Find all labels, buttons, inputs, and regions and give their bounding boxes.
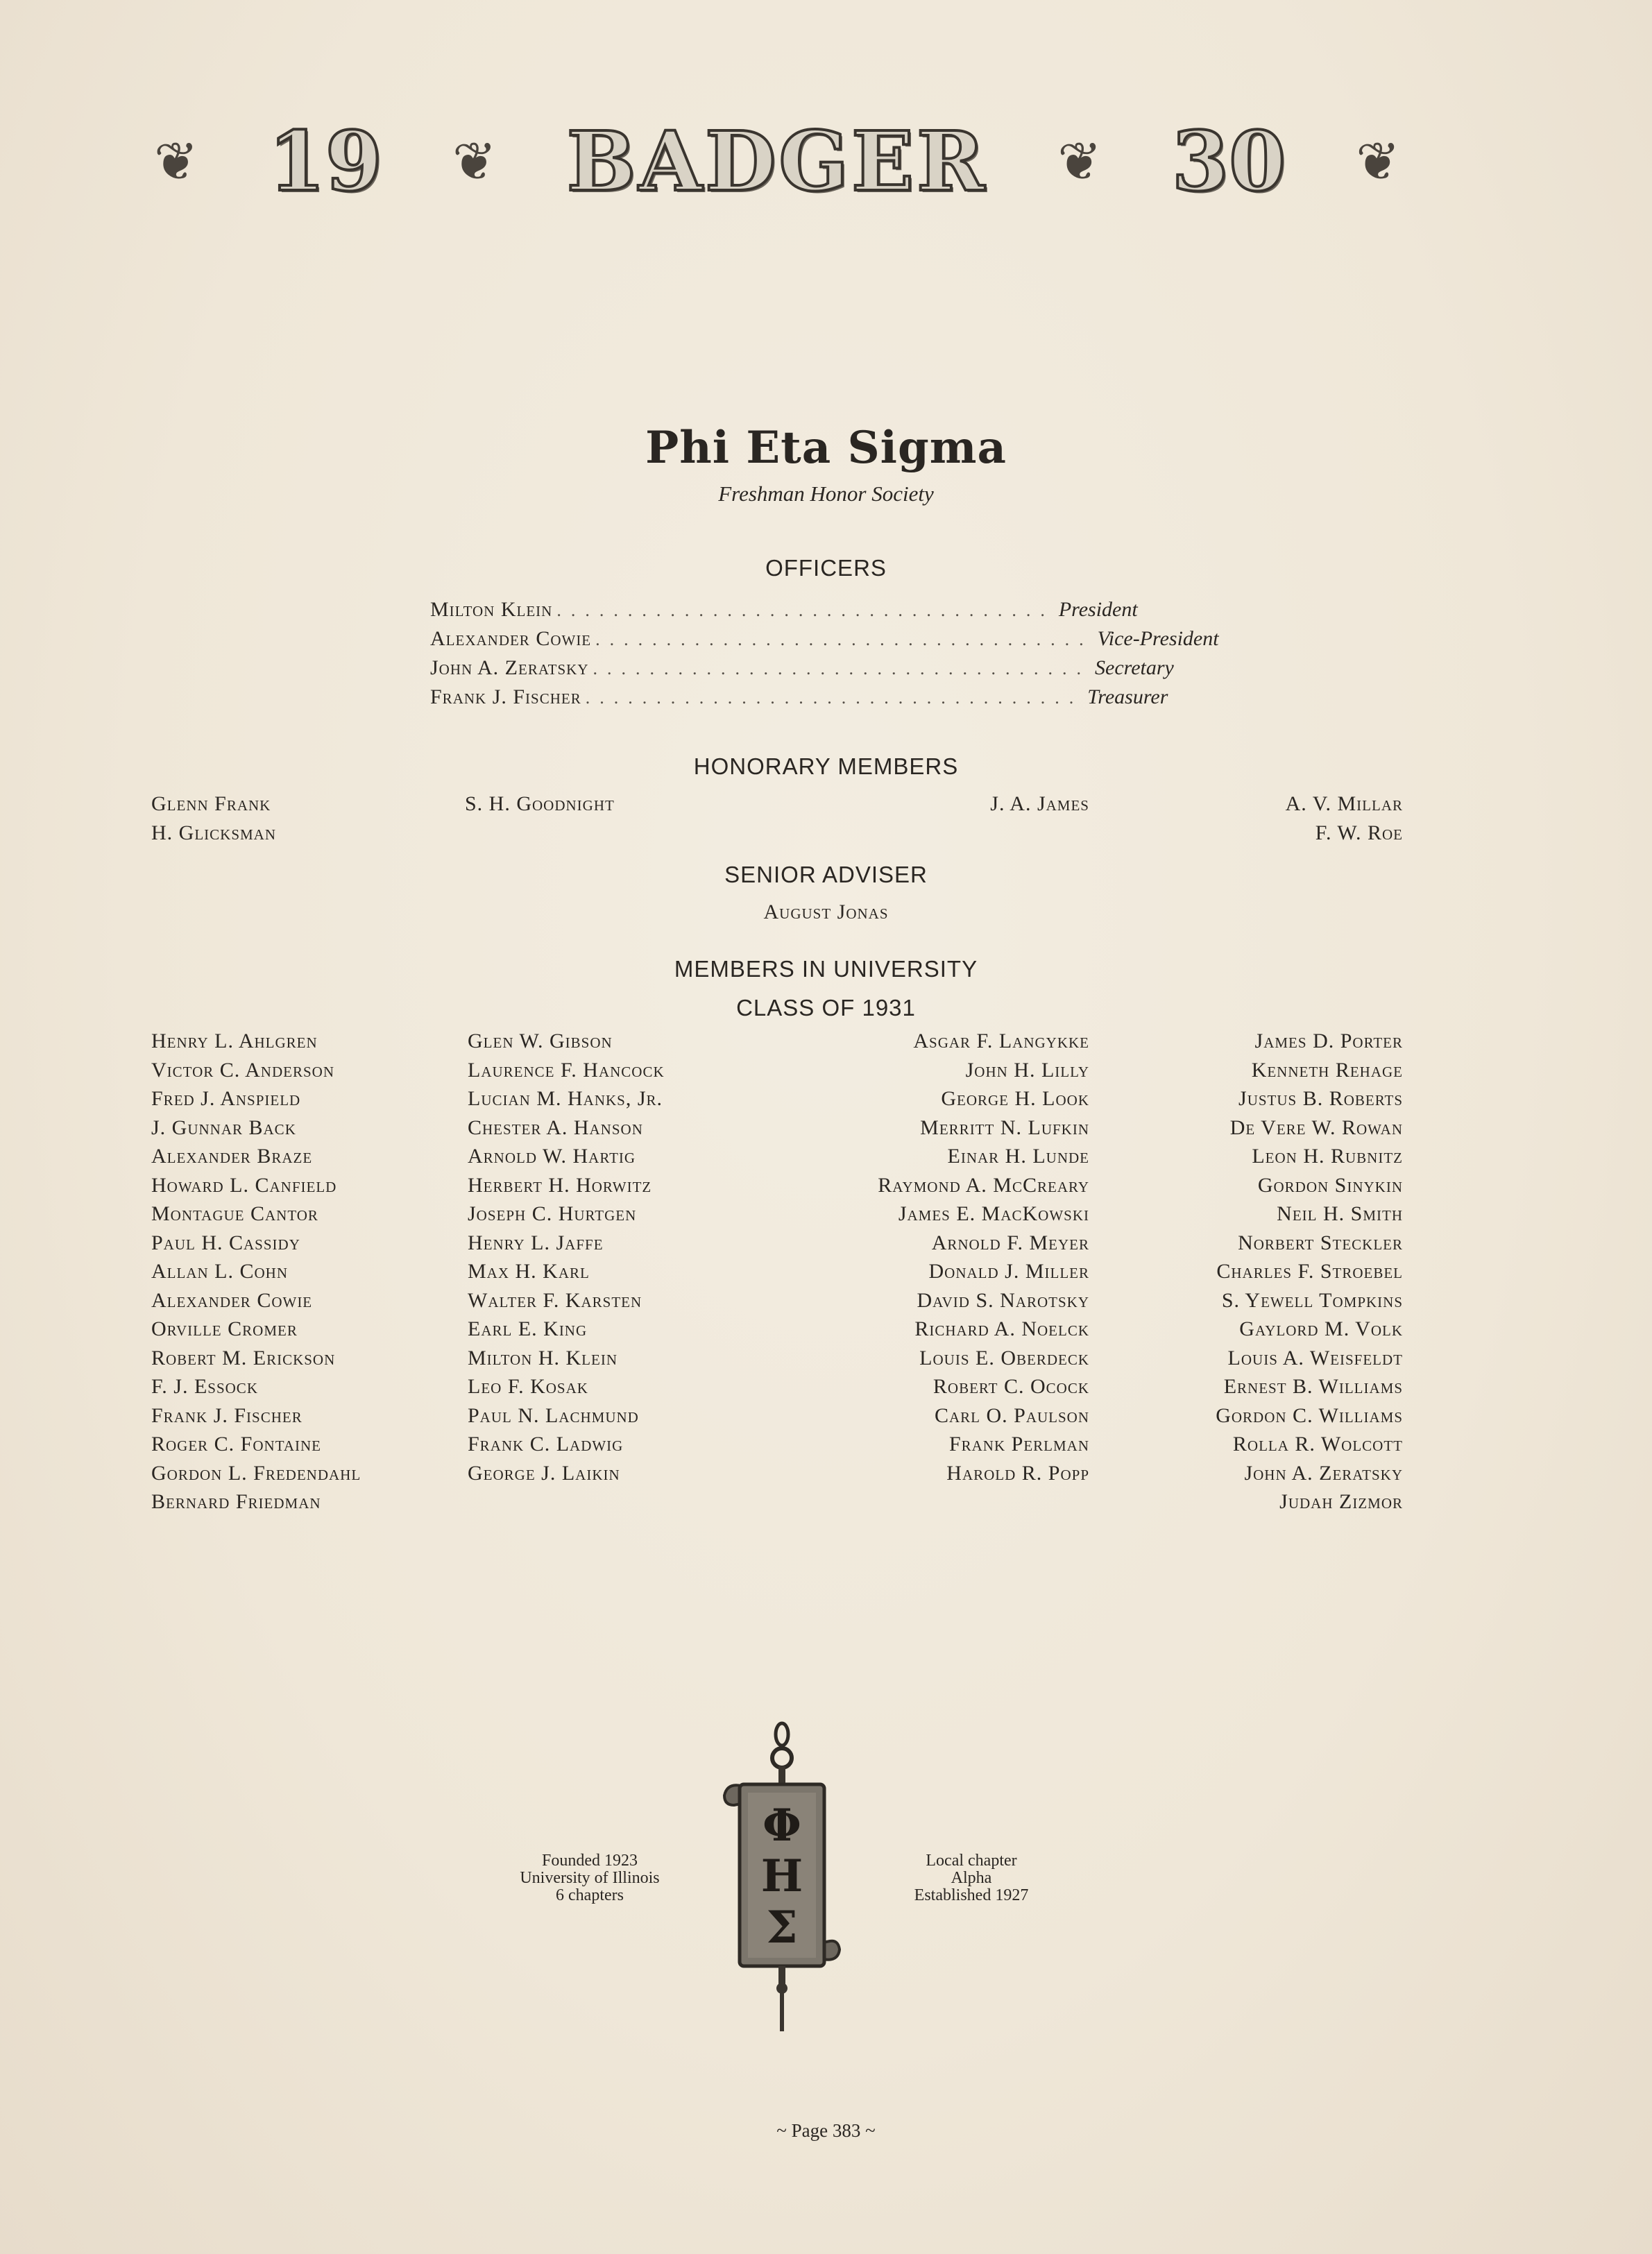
- member-name: Merritt N. Lufkin: [920, 1116, 1089, 1139]
- member-name: Richard A. Noelck: [914, 1317, 1089, 1340]
- note-line: Alpha: [951, 1869, 992, 1887]
- member-name: Howard L. Canfield: [151, 1173, 337, 1197]
- leader-dots: ...................................: [556, 600, 1055, 620]
- member-name: Donald J. Miller: [928, 1260, 1089, 1283]
- honorary-heading: HONORARY MEMBERS: [693, 753, 959, 779]
- member-name: Gordon Sinykin: [1257, 1173, 1403, 1197]
- member-name: Walter F. Karsten: [468, 1288, 642, 1312]
- member-name: Frank C. Ladwig: [468, 1433, 624, 1455]
- member-name: J. Gunnar Back: [151, 1116, 296, 1139]
- officer-role: Vice-President: [1097, 627, 1219, 650]
- member-name: F. J. Essock: [151, 1375, 258, 1398]
- member-name: Herbert H. Horwitz: [468, 1173, 652, 1197]
- ornament-icon: ❦: [1057, 130, 1102, 192]
- honorary-member: Glenn Frank: [151, 792, 271, 815]
- banner-year-left: 19: [268, 113, 382, 210]
- member-name: Carl O. Paulson: [934, 1403, 1089, 1427]
- society-pin-icon: [713, 1719, 851, 2033]
- note-line: Established 1927: [914, 1886, 1029, 1904]
- member-name: Glen W. Gibson: [468, 1030, 613, 1052]
- member-name: Frank Perlman: [948, 1433, 1089, 1455]
- officer-row: [430, 685, 1168, 715]
- note-line: Local chapter: [926, 1852, 1017, 1870]
- banner-word: BADGER: [566, 113, 988, 210]
- honorary-member: A. V. Millar: [1285, 792, 1403, 815]
- member-name: Arnold F. Meyer: [931, 1231, 1089, 1254]
- member-name: Rolla R. Wolcott: [1232, 1433, 1403, 1455]
- member-name: Laurence F. Hancock: [468, 1058, 665, 1082]
- honorary-member: F. W. Roe: [1315, 821, 1403, 844]
- officer-row: [430, 656, 1174, 685]
- member-name: Norbert Steckler: [1238, 1231, 1403, 1254]
- member-name: Ernest B. Williams: [1223, 1375, 1403, 1398]
- member-name: John A. Zeratsky: [1244, 1461, 1403, 1485]
- member-name: Robert M. Erickson: [151, 1346, 336, 1369]
- class-heading: CLASS OF 1931: [736, 995, 916, 1021]
- member-name: S. Yewell Tompkins: [1221, 1288, 1403, 1312]
- officer-name: Alexander Cowie: [430, 627, 592, 650]
- officer-role: Secretary: [1095, 656, 1174, 679]
- officer-row: [430, 627, 1219, 656]
- adviser-heading: SENIOR ADVISER: [724, 862, 928, 887]
- honorary-col-3: [694, 789, 1089, 819]
- member-name: Allan L. Cohn: [151, 1260, 288, 1283]
- honorary-col-4: [1055, 789, 1403, 848]
- officers-list: [430, 598, 1219, 715]
- members-col-1: [151, 1027, 361, 1517]
- member-name: Fred J. Anspield: [151, 1087, 301, 1110]
- members-col-4: [1055, 1027, 1403, 1517]
- member-name: Neil H. Smith: [1277, 1202, 1403, 1225]
- leader-dots: ...................................: [595, 629, 1093, 649]
- chapter-note: [867, 1852, 1075, 1904]
- member-name: Earl E. King: [468, 1317, 588, 1340]
- member-name: Milton H. Klein: [468, 1346, 618, 1369]
- member-name: Victor C. Anderson: [151, 1058, 334, 1082]
- member-name: Justus B. Roberts: [1238, 1087, 1403, 1110]
- member-name: John H. Lilly: [965, 1058, 1089, 1082]
- member-name: De Vere W. Rowan: [1229, 1116, 1403, 1139]
- member-name: George H. Look: [941, 1087, 1089, 1110]
- member-name: Henry L. Ahlgren: [151, 1030, 318, 1052]
- honorary-col-1: [151, 789, 276, 848]
- member-name: James E. MacKowski: [898, 1202, 1089, 1225]
- officer-name: Milton Klein: [430, 598, 553, 621]
- pin-letter: Η: [760, 1850, 803, 1902]
- leader-dots: ...................................: [593, 658, 1091, 678]
- member-name: Joseph C. Hurtgen: [468, 1202, 637, 1225]
- member-name: Paul N. Lachmund: [468, 1403, 639, 1427]
- member-name: Raymond A. McCreary: [878, 1173, 1089, 1197]
- member-name: Einar H. Lunde: [947, 1145, 1089, 1168]
- member-name: George J. Laikin: [468, 1461, 620, 1485]
- member-name: Louis A. Weisfeldt: [1227, 1346, 1403, 1369]
- member-name: Gaylord M. Volk: [1239, 1317, 1403, 1340]
- member-name: Harold R. Popp: [946, 1461, 1089, 1485]
- member-name: Frank J. Fischer: [151, 1403, 303, 1427]
- founding-note: [486, 1852, 694, 1904]
- member-name: Leo F. Kosak: [468, 1375, 588, 1398]
- members-heading: MEMBERS IN UNIVERSITY: [674, 956, 978, 982]
- note-line: Founded 1923: [542, 1852, 638, 1870]
- member-name: Orville Cromer: [151, 1317, 298, 1340]
- pin-letter: Φ: [763, 1800, 801, 1852]
- note-line: 6 chapters: [556, 1886, 624, 1904]
- page-title: Phi Eta Sigma: [645, 422, 1007, 474]
- member-name: Roger C. Fontaine: [151, 1433, 321, 1455]
- member-name: Asgar F. Langykke: [913, 1030, 1089, 1052]
- ornament-icon: ❦: [452, 130, 497, 192]
- member-name: David S. Narotsky: [917, 1288, 1089, 1312]
- member-name: Paul H. Cassidy: [151, 1231, 300, 1254]
- member-name: Louis E. Oberdeck: [919, 1346, 1089, 1369]
- officer-name: John A. Zeratsky: [430, 656, 589, 679]
- member-name: Max H. Karl: [468, 1260, 590, 1283]
- member-name: Kenneth Rehage: [1251, 1058, 1403, 1082]
- member-name: James D. Porter: [1254, 1030, 1403, 1052]
- members-col-3: [694, 1027, 1089, 1487]
- member-name: Montague Cantor: [151, 1202, 318, 1225]
- member-name: Robert C. Ocock: [933, 1375, 1089, 1398]
- leader-dots: ...................................: [585, 688, 1084, 708]
- officer-name: Frank J. Fischer: [430, 685, 581, 708]
- member-name: Charles F. Stroebel: [1216, 1260, 1403, 1283]
- officer-role: Treasurer: [1087, 685, 1168, 708]
- banner-year-right: 30: [1172, 113, 1286, 210]
- officer-role: President: [1058, 598, 1138, 621]
- pin-letter: Σ: [766, 1902, 798, 1954]
- member-name: Arnold W. Hartig: [468, 1145, 636, 1168]
- page-subtitle: Freshman Honor Society: [718, 481, 934, 506]
- member-name: Lucian M. Hanks, Jr.: [468, 1087, 663, 1110]
- page-number: ~ Page 383 ~: [776, 2120, 876, 2141]
- member-name: Alexander Braze: [151, 1145, 313, 1168]
- member-name: Judah Zizmor: [1279, 1490, 1403, 1513]
- note-line: University of Illinois: [520, 1869, 660, 1887]
- member-name: Gordon L. Fredendahl: [151, 1461, 361, 1485]
- member-name: Chester A. Hanson: [468, 1116, 643, 1139]
- members-col-2: [468, 1027, 665, 1487]
- member-name: Bernard Friedman: [151, 1490, 321, 1513]
- member-name: Leon H. Rubnitz: [1252, 1145, 1403, 1168]
- officers-heading: OFFICERS: [765, 555, 887, 581]
- adviser-name: August Jonas: [763, 900, 889, 923]
- yearbook-banner: [154, 113, 1400, 210]
- honorary-member: H. Glicksman: [151, 821, 277, 844]
- honorary-member: J. A. James: [990, 792, 1089, 815]
- ornament-icon: ❦: [1356, 130, 1400, 192]
- honorary-col-2: [465, 789, 615, 819]
- officer-row: [430, 598, 1138, 627]
- member-name: Gordon C. Williams: [1216, 1403, 1403, 1427]
- member-name: Alexander Cowie: [151, 1288, 313, 1312]
- ornament-icon: ❦: [154, 130, 198, 192]
- member-name: Henry L. Jaffe: [468, 1231, 604, 1254]
- honorary-member: S. H. Goodnight: [465, 792, 615, 815]
